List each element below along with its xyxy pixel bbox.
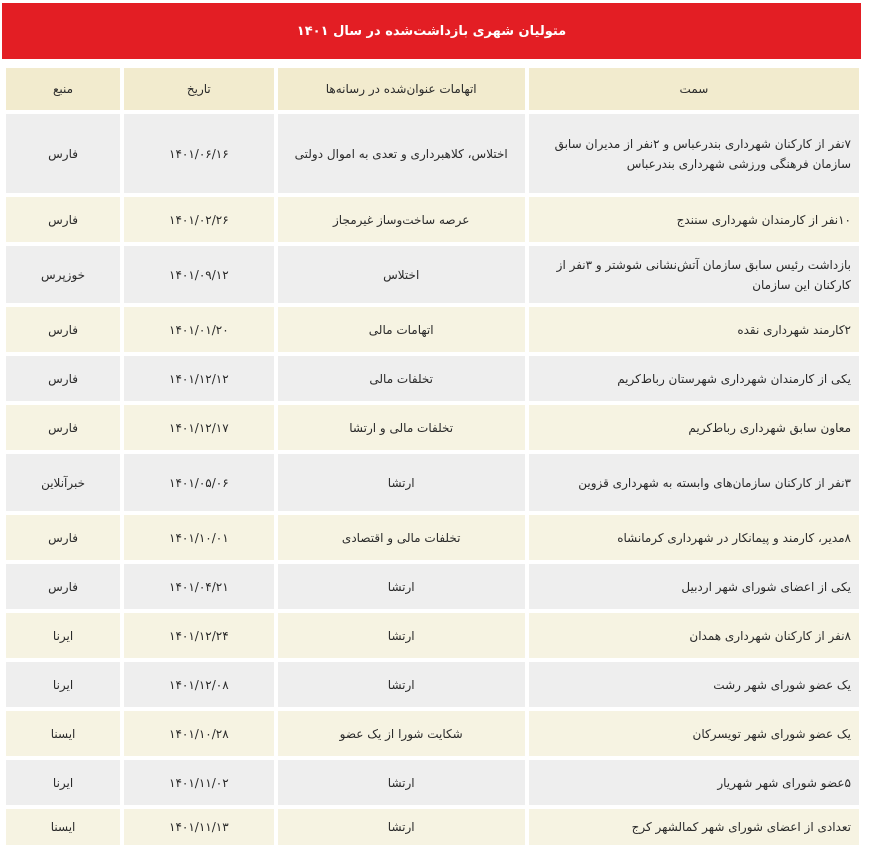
cell-charges: ارتشا	[278, 809, 525, 845]
cell-target: ۸نفر از کارکنان شهرداری همدان	[529, 613, 859, 658]
header-date: تاریخ	[124, 68, 273, 110]
table-row	[6, 114, 859, 193]
cell-source: فارس	[6, 307, 120, 352]
cell-date: ۱۴۰۱/۰۵/۰۶	[124, 454, 273, 511]
cell-source: ایسنا	[6, 809, 120, 845]
cell-source: ایسنا	[6, 711, 120, 756]
cell-date: ۱۴۰۱/۱۱/۰۲	[124, 760, 273, 805]
cell-target: بازداشت رئیس سابق سازمان آتش‌نشانی شوشتر و ۳نفر از کارکنان این سازمان	[529, 246, 859, 303]
cell-date: ۱۴۰۱/۱۲/۰۸	[124, 662, 273, 707]
table-row	[6, 564, 859, 609]
cell-date: ۱۴۰۱/۱۲/۱۷	[124, 405, 273, 450]
cell-charges: ارتشا	[278, 564, 525, 609]
cell-source: ایرنا	[6, 760, 120, 805]
cell-date: ۱۴۰۱/۰۶/۱۶	[124, 114, 273, 193]
table-row	[6, 405, 859, 450]
cell-target: یکی از کارمندان شهرداری شهرستان رباط‌کریم	[529, 356, 859, 401]
cell-date: ۱۴۰۱/۱۲/۲۴	[124, 613, 273, 658]
cell-target: ۷نفر از کارکنان شهرداری بندرعباس و ۲نفر از مدیران سابق سازمان فرهنگی ورزشی شهرداری بندرعباس	[529, 114, 859, 193]
cell-charges: اختلاس، کلاهبرداری و تعدی به اموال دولتی	[278, 114, 525, 193]
cell-source: ایرنا	[6, 662, 120, 707]
cell-target: ۵عضو شورای شهر شهریار	[529, 760, 859, 805]
cell-date: ۱۴۰۱/۰۲/۲۶	[124, 197, 273, 242]
header-row	[6, 68, 859, 110]
table-row	[6, 356, 859, 401]
cell-source: فارس	[6, 356, 120, 401]
cell-charges: عرصه ساخت‌وساز غیرمجاز	[278, 197, 525, 242]
table-row	[6, 662, 859, 707]
cell-charges: تخلفات مالی و اقتصادی	[278, 515, 525, 560]
cell-date: ۱۴۰۱/۰۱/۲۰	[124, 307, 273, 352]
table-row	[6, 711, 859, 756]
cell-charges: ارتشا	[278, 454, 525, 511]
cell-target: ۸مدیر، کارمند و پیمانکار در شهرداری کرمانشاه	[529, 515, 859, 560]
cell-source: ایرنا	[6, 613, 120, 658]
header-source: منبع	[6, 68, 120, 110]
table-body	[6, 114, 859, 845]
table-row	[6, 246, 859, 303]
cell-target: ۳نفر از کارکنان سازمان‌های وابسته به شهرداری قزوین	[529, 454, 859, 511]
cell-date: ۱۴۰۱/۱۰/۰۱	[124, 515, 273, 560]
cell-source: فارس	[6, 564, 120, 609]
cell-target: تعدادی از اعضای شورای شهر کمالشهر کرج	[529, 809, 859, 845]
arrests-table	[2, 64, 863, 849]
cell-charges: تخلفات مالی	[278, 356, 525, 401]
cell-source: فارس	[6, 114, 120, 193]
cell-source: فارس	[6, 515, 120, 560]
table-row	[6, 197, 859, 242]
cell-target: ۲کارمند شهرداری نقده	[529, 307, 859, 352]
cell-target: ۱۰نفر از کارمندان شهرداری سنندج	[529, 197, 859, 242]
table-row	[6, 809, 859, 845]
cell-date: ۱۴۰۱/۰۴/۲۱	[124, 564, 273, 609]
cell-source: خوزپرس	[6, 246, 120, 303]
cell-charges: تخلفات مالی و ارتشا	[278, 405, 525, 450]
table-row	[6, 454, 859, 511]
cell-charges: ارتشا	[278, 760, 525, 805]
cell-charges: ارتشا	[278, 613, 525, 658]
cell-date: ۱۴۰۱/۱۲/۱۲	[124, 356, 273, 401]
cell-charges: اتهامات مالی	[278, 307, 525, 352]
cell-target: یک عضو شورای شهر رشت	[529, 662, 859, 707]
cell-target: یک عضو شورای شهر تویسرکان	[529, 711, 859, 756]
table-title: متولیان شهری بازداشت‌شده در سال ۱۴۰۱	[2, 3, 861, 59]
header-target: سمت	[529, 68, 859, 110]
table-row	[6, 760, 859, 805]
cell-charges: اختلاس	[278, 246, 525, 303]
header-charges: اتهامات عنوان‌شده در رسانه‌ها	[278, 68, 525, 110]
cell-target: معاون سابق شهرداری رباط‌کریم	[529, 405, 859, 450]
table-row	[6, 515, 859, 560]
cell-date: ۱۴۰۱/۱۱/۱۳	[124, 809, 273, 845]
table-row	[6, 613, 859, 658]
cell-source: فارس	[6, 405, 120, 450]
table-row	[6, 307, 859, 352]
cell-date: ۱۴۰۱/۱۰/۲۸	[124, 711, 273, 756]
cell-charges: شکایت شورا از یک عضو	[278, 711, 525, 756]
cell-source: فارس	[6, 197, 120, 242]
cell-source: خبرآنلاین	[6, 454, 120, 511]
cell-charges: ارتشا	[278, 662, 525, 707]
cell-target: یکی از اعضای شورای شهر اردبیل	[529, 564, 859, 609]
cell-date: ۱۴۰۱/۰۹/۱۲	[124, 246, 273, 303]
